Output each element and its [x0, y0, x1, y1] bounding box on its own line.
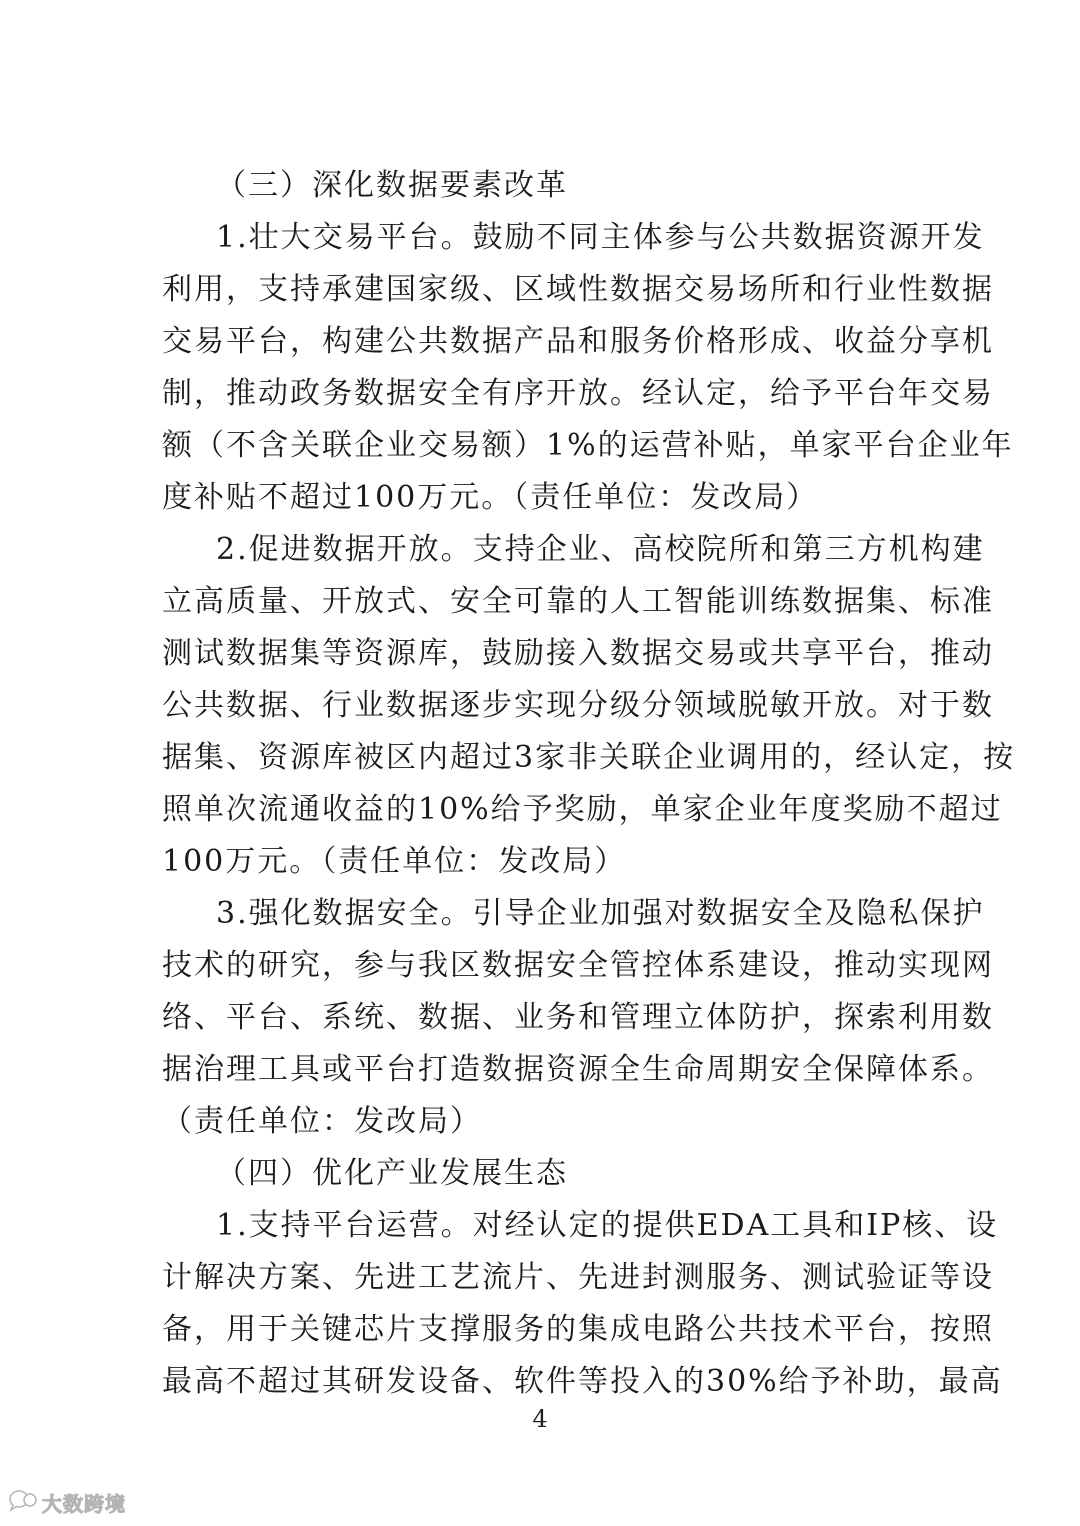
- section-heading: （四）优化产业发展生态: [216, 1156, 568, 1191]
- paragraph-line: 制，推动政务数据安全有序开放。经认定，给予平台年交易: [162, 376, 994, 411]
- paragraph-line: 1.壮大交易平台。鼓励不同主体参与公共数据资源开发: [216, 220, 985, 255]
- paragraph-line: 交易平台，构建公共数据产品和服务价格形成、收益分享机: [162, 324, 994, 359]
- paragraph-line: 照单次流通收益的10%给予奖励，单家企业年度奖励不超过: [162, 792, 1003, 827]
- paragraph-line: 利用，支持承建国家级、区域性数据交易场所和行业性数据: [162, 272, 994, 307]
- paragraph-line: 额（不含关联企业交易额）1%的运营补贴，单家平台企业年: [162, 428, 1014, 463]
- section-heading: （三）深化数据要素改革: [216, 168, 568, 203]
- paragraph-line: 测试数据集等资源库，鼓励接入数据交易或共享平台，推动: [162, 636, 994, 671]
- paragraph-line: 1.支持平台运营。对经认定的提供EDA工具和IP核、设: [216, 1208, 999, 1243]
- paragraph-line: 公共数据、行业数据逐步实现分级分领域脱敏开放。对于数: [162, 688, 994, 723]
- paragraph-line: 计解决方案、先进工艺流片、先进封测服务、测试验证等设: [162, 1260, 994, 1295]
- paragraph-line: 备，用于关键芯片支撑服务的集成电路公共技术平台，按照: [162, 1312, 994, 1347]
- paragraph-line: 度补贴不超过100万元。（责任单位：发改局）: [162, 480, 819, 515]
- paragraph-line: 络、平台、系统、数据、业务和管理立体防护，探索利用数: [162, 1000, 994, 1035]
- paragraph-line: 最高不超过其研发设备、软件等投入的30%给予补助，最高: [162, 1364, 1003, 1399]
- paragraph-line: 2.促进数据开放。支持企业、高校院所和第三方机构建: [216, 532, 985, 567]
- paragraph-line: 技术的研究，参与我区数据安全管控体系建设，推动实现网: [162, 948, 994, 983]
- watermark: [8, 1487, 126, 1517]
- paragraph-line: 3.强化数据安全。引导企业加强对数据安全及隐私保护: [216, 896, 985, 931]
- watermark-text: 大数跨境: [42, 1491, 126, 1516]
- paragraph-line: （责任单位：发改局）: [162, 1104, 482, 1139]
- paragraph-line: 100万元。（责任单位：发改局）: [162, 844, 627, 879]
- paragraph-line: 据治理工具或平台打造数据资源全生命周期安全保障体系。: [162, 1052, 994, 1087]
- page-number: 4: [532, 1405, 548, 1433]
- chat-bubble-icon: [8, 1488, 38, 1516]
- paragraph-line: 立高质量、开放式、安全可靠的人工智能训练数据集、标准: [162, 584, 994, 619]
- paragraph-line: 据集、资源库被区内超过3家非关联企业调用的，经认定，按: [162, 740, 1016, 775]
